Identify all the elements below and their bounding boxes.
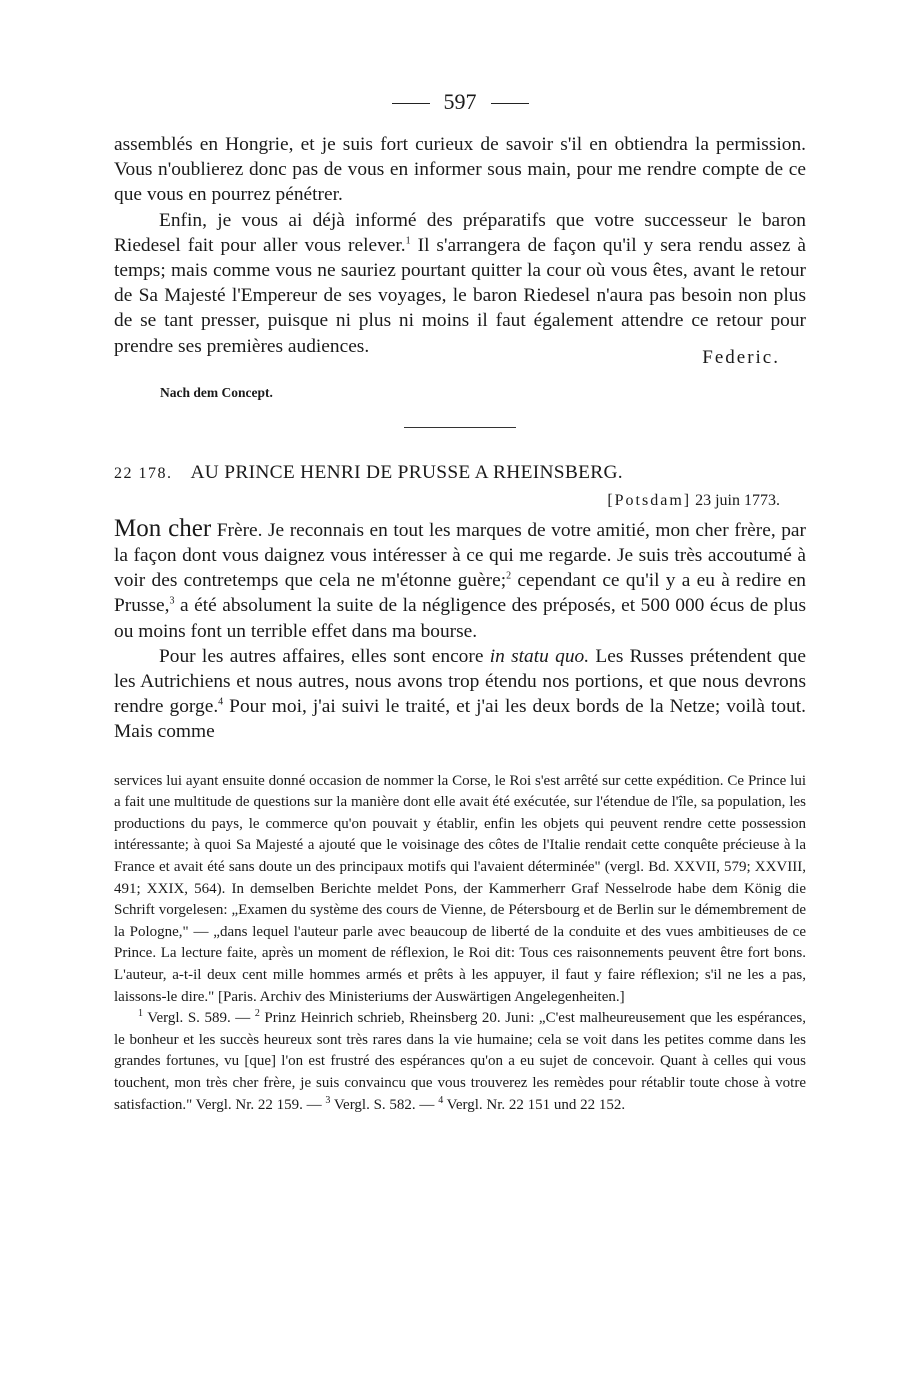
header-dash-left bbox=[392, 103, 430, 104]
source-note: Nach dem Concept. bbox=[160, 384, 273, 400]
footnote-ref[interactable]: 4 bbox=[218, 696, 224, 708]
letter-place: [Potsdam] bbox=[607, 491, 692, 509]
letter-body bbox=[114, 516, 806, 745]
page-number: 597 bbox=[443, 89, 477, 114]
signature-row bbox=[114, 346, 806, 383]
paragraph: assemblés en Hongrie, et je suis fort curieux de savoir s'il en obtiendra la permission. Vous n'oublierez donc pas de vous en informer sous main, pour me rendre compte de ce que vous en pourrez pénétrer. bbox=[114, 134, 806, 206]
footnote-continuation: services lui ayant ensuite donné occasion de nommer la Corse, le Roi s'est arrêté sur cette expédition. Ce Prince lui a fait une multitude de questions sur la manière dont elle avait été exécutée, sur l'étendue de l'île, sa population, les productions du pays, le commerce qu'on pouvait y établir, enfin les objets qui peuvent rendre cette possession intéressante; à quoi Sa Majesté a ajouté que le voisinage des côtes de l'Italie rendait cette conquête précieuse à la France et avait été sans doute un des principaux motifs qui l'avaient déterminée" (vergl. Bd. XXVII, 579; XXVIII, 491; XXIX, 564). In demselben Berichte meldet Pons, der Kammerherr Graf Nesselrode habe dem König die Schrift vorgelesen: „Examen du système des cours de Vienne, de Pétersbourg et de Berlin sur le démembrement de la Pologne," — „dans lequel l'auteur parle avec beaucoup de liberté de la conduite et des vues ambitieuses de ce Prince. La lecture faite, après un moment de réflexion, le Roi dit: Tous ces raisonnements peuvent être fort bons. L'auteur, a-t-il deux cent mille hommes armés et prêts à les appuyer, il faut y faire réflexion; s'il ne les a pas, laissons-le dire." [Paris. Archiv des Ministeriums der Auswärtigen Angelegenheiten.] bbox=[114, 772, 806, 1005]
paragraph: Enfin, je vous ai déjà informé des préparatifs que votre successeur le baron Riedesel fait pour aller vous relever.$^1$ Il s'arrangera de façon qu'il y sera rendu assez à temps; mais comme vous ne sauriez pourtant quitter la cour où vous êtes, avant le retour de Sa Majesté l'Empereur de ses voyages, le baron Riedesel n'aura pas besoin non plus de se tant presser, puisque ni plus ni moins il faut également attendre ce retour pour prendre ses premières audiences. bbox=[114, 209, 806, 357]
footnote-ref[interactable]: 2 bbox=[506, 570, 512, 582]
header-dash-right bbox=[491, 103, 529, 104]
footnote-ref[interactable]: 1 bbox=[405, 235, 411, 247]
page-header bbox=[114, 88, 806, 116]
footnote-mark: 3 bbox=[325, 1094, 331, 1106]
paragraph: Pour les autres affaires, elles sont encore in statu quo. Les Russes prétendent que les Autrichiens et nous autres, nous avons trop étendu nos portions, et que nous devrons rendre gorge.$^4$ Pour moi, j'ai suivi le traité, et j'ai les deux bords de la Netze; voilà tout. Mais comme bbox=[114, 645, 806, 743]
footnotes bbox=[114, 771, 806, 1117]
footnote-list: $^1$ Vergl. S. 589. — $^2$ Prinz Heinrich schrieb, Rheinsberg 20. Juni: „C'est malheureusement que les espérances, le bonheur et les succès heureux sont très rares dans la vie humaine; cela se voit dans les petites comme dans les grandes fortunes, vu [que] l'on est frustré des espérances qu'on a eu sujet de concevoir. Quant à celles qui vous touchent, mon très cher frère, je suis convaincu que vous trouverez les remèdes pour rétablir toute chose à votre satisfaction." Vergl. Nr. 22 159. — $^3$ Vergl. S. 582. — $^4$ Vergl. Nr. 22 151 und 22 152. bbox=[114, 1008, 807, 1113]
dateline bbox=[114, 492, 780, 510]
letter-number: 22 178. bbox=[114, 464, 173, 482]
letter-date: 23 juin 1773. bbox=[695, 491, 780, 509]
letter-title: AU PRINCE HENRI DE PRUSSE A RHEINSBERG. bbox=[190, 461, 623, 483]
letter-heading bbox=[114, 462, 806, 484]
paragraph: Mon cher Frère. Je reconnais en tout les marques de votre amitié, mon cher frère, par la façon dont vous daignez vous intéresser à ce qui me regarde. Je suis très accoutumé à voir des contretemps que cela ne m'étonne guère;$^2$ cependant ce qu'il y a eu à redire en Prusse,$^3$ a été absolument la suite de la négligence des préposés, et 500 000 écus de plus ou moins font un terrible effet dans ma bourse. bbox=[114, 514, 806, 642]
footnote-mark: 4 bbox=[438, 1094, 444, 1106]
italic-phrase: in statu quo. bbox=[489, 645, 590, 667]
footnote-ref[interactable]: 3 bbox=[169, 595, 175, 607]
footnote-mark: 1 bbox=[138, 1008, 143, 1020]
document-page bbox=[114, 88, 806, 1116]
previous-letter-ending bbox=[114, 132, 806, 359]
salutation: Mon cher bbox=[114, 514, 212, 542]
footnote-mark: 2 bbox=[254, 1008, 260, 1020]
section-divider bbox=[404, 427, 516, 428]
signature: Federic. bbox=[702, 346, 780, 368]
